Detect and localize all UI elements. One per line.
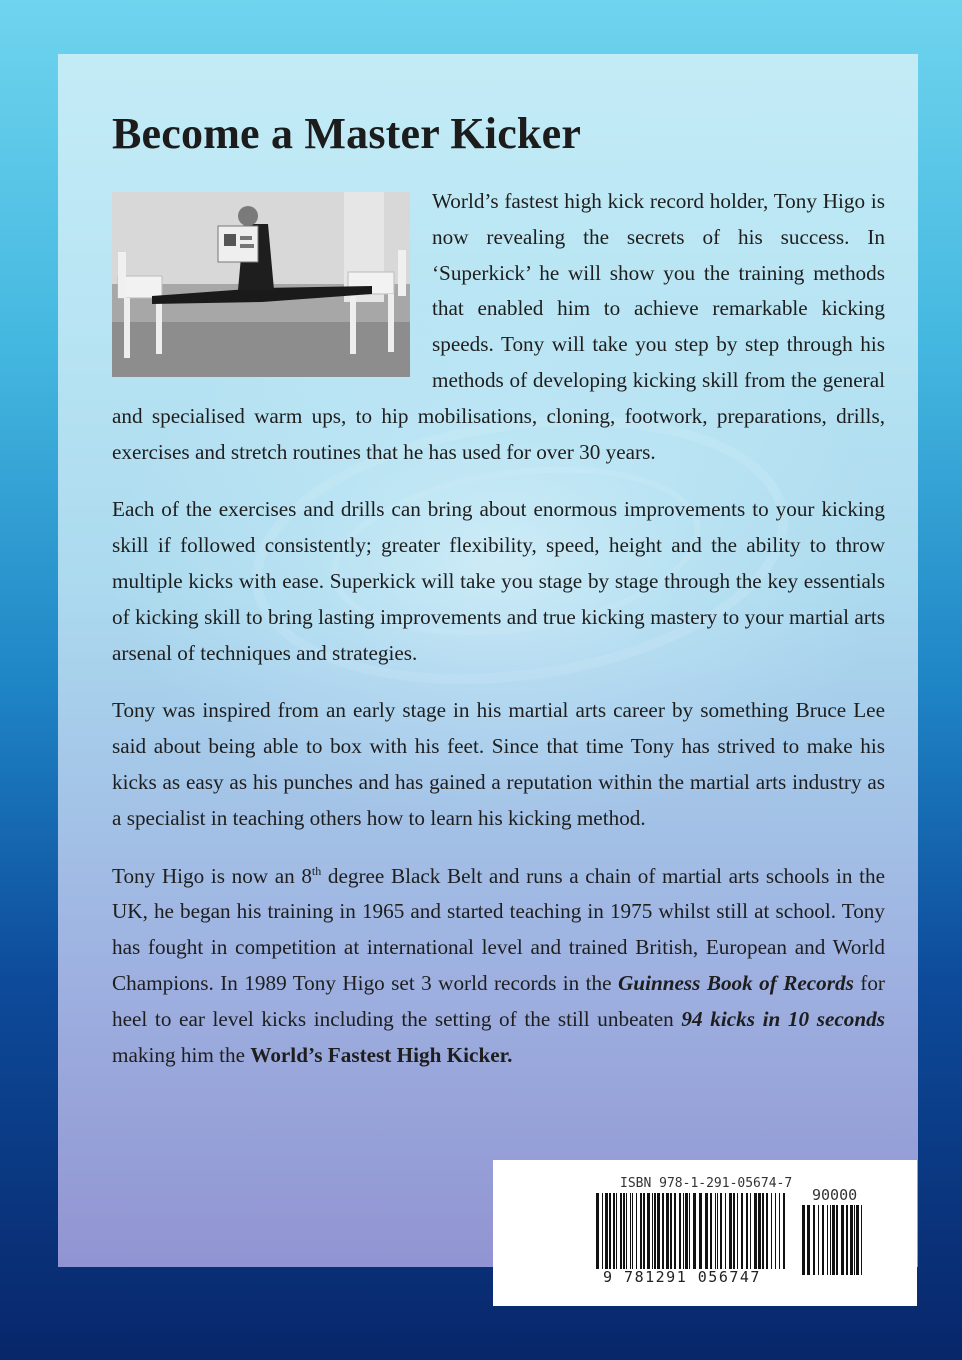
barcode-bar <box>640 1193 642 1269</box>
barcode-bar <box>741 1193 743 1269</box>
barcode-bar <box>623 1193 625 1269</box>
barcode-bar <box>662 1193 664 1269</box>
barcode-bar <box>609 1193 611 1269</box>
barcode-bar <box>643 1193 645 1269</box>
barcode-bar <box>679 1193 681 1269</box>
barcode-bar <box>596 1193 599 1269</box>
price-code: 90000 <box>812 1186 858 1204</box>
barcode-bar <box>733 1193 735 1269</box>
barcode-bar <box>766 1193 768 1269</box>
barcode-bar <box>683 1193 684 1269</box>
barcode-bar <box>717 1193 718 1269</box>
barcode-bar <box>674 1193 676 1269</box>
barcode-bar <box>854 1205 855 1275</box>
price-addon-barcode <box>802 1205 866 1285</box>
barcode-bar <box>666 1193 669 1269</box>
barcode-bar <box>754 1193 757 1269</box>
isbn-number: ISBN 978-1-291-05674-7 <box>620 1176 793 1191</box>
barcode-bar <box>818 1205 819 1275</box>
barcode-bar <box>705 1193 708 1269</box>
barcode-bar <box>685 1193 688 1269</box>
barcode-bar <box>737 1193 738 1269</box>
guinness-title: Guinness Book of Records <box>617 970 854 995</box>
barcode-bar <box>807 1205 810 1275</box>
barcode-bar <box>613 1193 615 1269</box>
paragraph-inspiration: Tony was inspired from an early stage in his martial arts career by something Bruce Lee said about being able to box with his feet. Since that time Tony has strived to make his kicks as easy as his punches and has gained a reputation within the martial arts industry as a specialist in teaching others how to learn his kicking method. <box>112 698 885 830</box>
barcode-bar <box>626 1193 627 1269</box>
barcode-bar <box>827 1205 828 1275</box>
barcode-bar <box>832 1205 835 1275</box>
barcode-bar <box>822 1205 824 1275</box>
barcode-bar <box>779 1193 780 1269</box>
barcode-bar <box>616 1193 617 1269</box>
barcode-bar <box>856 1205 859 1275</box>
barcode-bar <box>689 1193 690 1269</box>
barcode-bar <box>652 1193 653 1269</box>
paragraph-biography: Tony Higo is now an 8th degree Black Belt and runs a chain of martial arts schools in the UK, he began his training in 1965 and started teaching in 1975 whilst still at school. Tony has fought in competition at international level and trained British, European and World Champions. In 1989 Tony Higo set 3 world records in the Guinness Book of Records for heel to ear level kicks including the setting of the still unbeaten 94 kicks in 10 seconds making him the World’s Fastest High Kicker. <box>112 863 885 1067</box>
barcode-bar <box>729 1193 732 1269</box>
barcode-bar <box>846 1205 848 1275</box>
barcode-bar <box>802 1205 805 1275</box>
paragraph-exercises: Each of the exercises and drills can bring about enormous improvements to your kicking skill if followed consistently; greater flexibility, speed, height and the ability to throw multiple kicks with ease. Superkick will take you stage by stage through the key essentials of kicking skill to bring lasting improvements and true kicking mastery to your martial arts arsenal of techniques and strategies. <box>112 497 885 665</box>
record-highlight: 94 kicks in 10 seconds <box>681 1006 885 1031</box>
barcode-bar <box>636 1193 637 1269</box>
barcode-bar <box>775 1193 776 1269</box>
barcode-bar <box>771 1193 772 1269</box>
photo-wrap-spacer <box>112 184 432 384</box>
blurb-text <box>112 184 885 1095</box>
barcode-bar <box>720 1193 722 1269</box>
fastest-kicker-tag: World’s Fastest High Kicker. <box>250 1042 513 1067</box>
barcode-bar <box>861 1205 862 1275</box>
barcode-bar <box>836 1205 838 1275</box>
barcode-bar <box>841 1205 844 1275</box>
barcode-bar <box>602 1193 603 1269</box>
barcode-bar <box>762 1193 764 1269</box>
barcode-bar <box>783 1193 785 1269</box>
barcode-bar <box>710 1193 712 1269</box>
barcode-bar <box>605 1193 608 1269</box>
barcode-bar <box>746 1193 748 1269</box>
barcode-bar <box>670 1193 672 1269</box>
barcode-bar <box>632 1193 633 1269</box>
paragraph-intro: World’s fastest high kick record holder, Tony Higo is now revealing the secrets of his success. In ‘Superkick’ he will show you the training methods that enabled him to achieve remarkable kicking speeds. Tony will take you step by step through his methods of developing kicking skill from the general and specialised warm ups, to hip mobilisations, cloning, footwork, preparations, drills, exercises and stretch routines that he has used for over 30 years. <box>112 189 885 464</box>
ean-digits: 9 781291 056747 <box>603 1268 761 1286</box>
barcode-bar <box>630 1193 631 1269</box>
barcode-bar <box>654 1193 656 1269</box>
barcode-bar <box>850 1205 853 1275</box>
barcode-bar <box>620 1193 622 1269</box>
barcode-bar <box>657 1193 660 1269</box>
barcode-bar <box>750 1193 751 1269</box>
barcode-bar <box>830 1205 831 1275</box>
barcode-bar <box>715 1193 716 1269</box>
barcode-bar <box>699 1193 702 1269</box>
page-title: Become a Master Kicker <box>112 109 582 158</box>
barcode-bar <box>725 1193 726 1269</box>
barcode-bar <box>758 1193 761 1269</box>
barcode-bar <box>693 1193 696 1269</box>
barcode-bar <box>647 1193 650 1269</box>
barcode-bar <box>813 1205 815 1275</box>
ean-barcode <box>596 1193 786 1273</box>
